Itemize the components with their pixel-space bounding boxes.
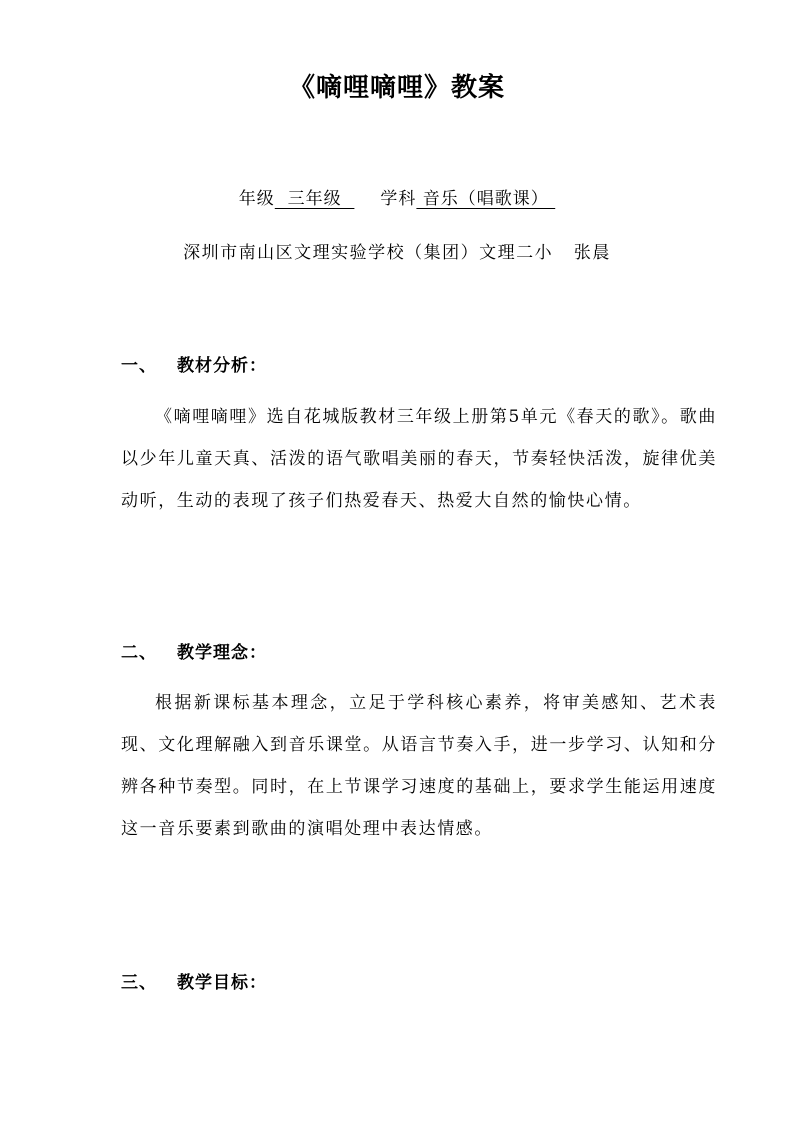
- subject-label: 学科: [380, 189, 417, 209]
- section-heading-philosophy: [121, 638, 267, 668]
- section-number: 一、: [121, 356, 157, 376]
- grade-subject-line: [0, 184, 794, 214]
- section-number: 三、: [121, 973, 157, 993]
- section-title: 教学目标：: [177, 973, 267, 993]
- section-title: 教材分析：: [177, 356, 267, 376]
- document-title: 《嘀哩嘀哩》教案: [288, 73, 505, 103]
- grade-label: 年级: [238, 189, 275, 209]
- section-heading-objectives: [121, 968, 267, 998]
- section-number: 二、: [121, 643, 157, 663]
- author-line: 深圳市南山区文理实验学校（集团）文理二小 张晨: [183, 243, 611, 263]
- section-body-analysis: 《嘀哩嘀哩》选自花城版教材三年级上册第5单元《春天的歌》。歌曲以少年儿童天真、活泼的语气歌唱美丽的春天，节奏轻快活泼，旋律优美动听，生动的表现了孩子们热爱春天、热爱大自然的愉快心情。: [121, 407, 717, 511]
- subject-value: 音乐（唱歌课）: [416, 189, 556, 209]
- section-heading-analysis: [121, 351, 267, 381]
- grade-value: 三年级: [274, 189, 355, 209]
- section-title: 教学理念：: [177, 643, 267, 663]
- section-body-philosophy: 根据新课标基本理念，立足于学科核心素养，将审美感知、艺术表现、文化理解融入到音乐课堂。从语言节奏入手，进一步学习、认知和分辨各种节奏型。同时，在上节课学习速度的基础上，要求学生能运用速度这一音乐要素到歌曲的演唱处理中表达情感。: [121, 693, 717, 839]
